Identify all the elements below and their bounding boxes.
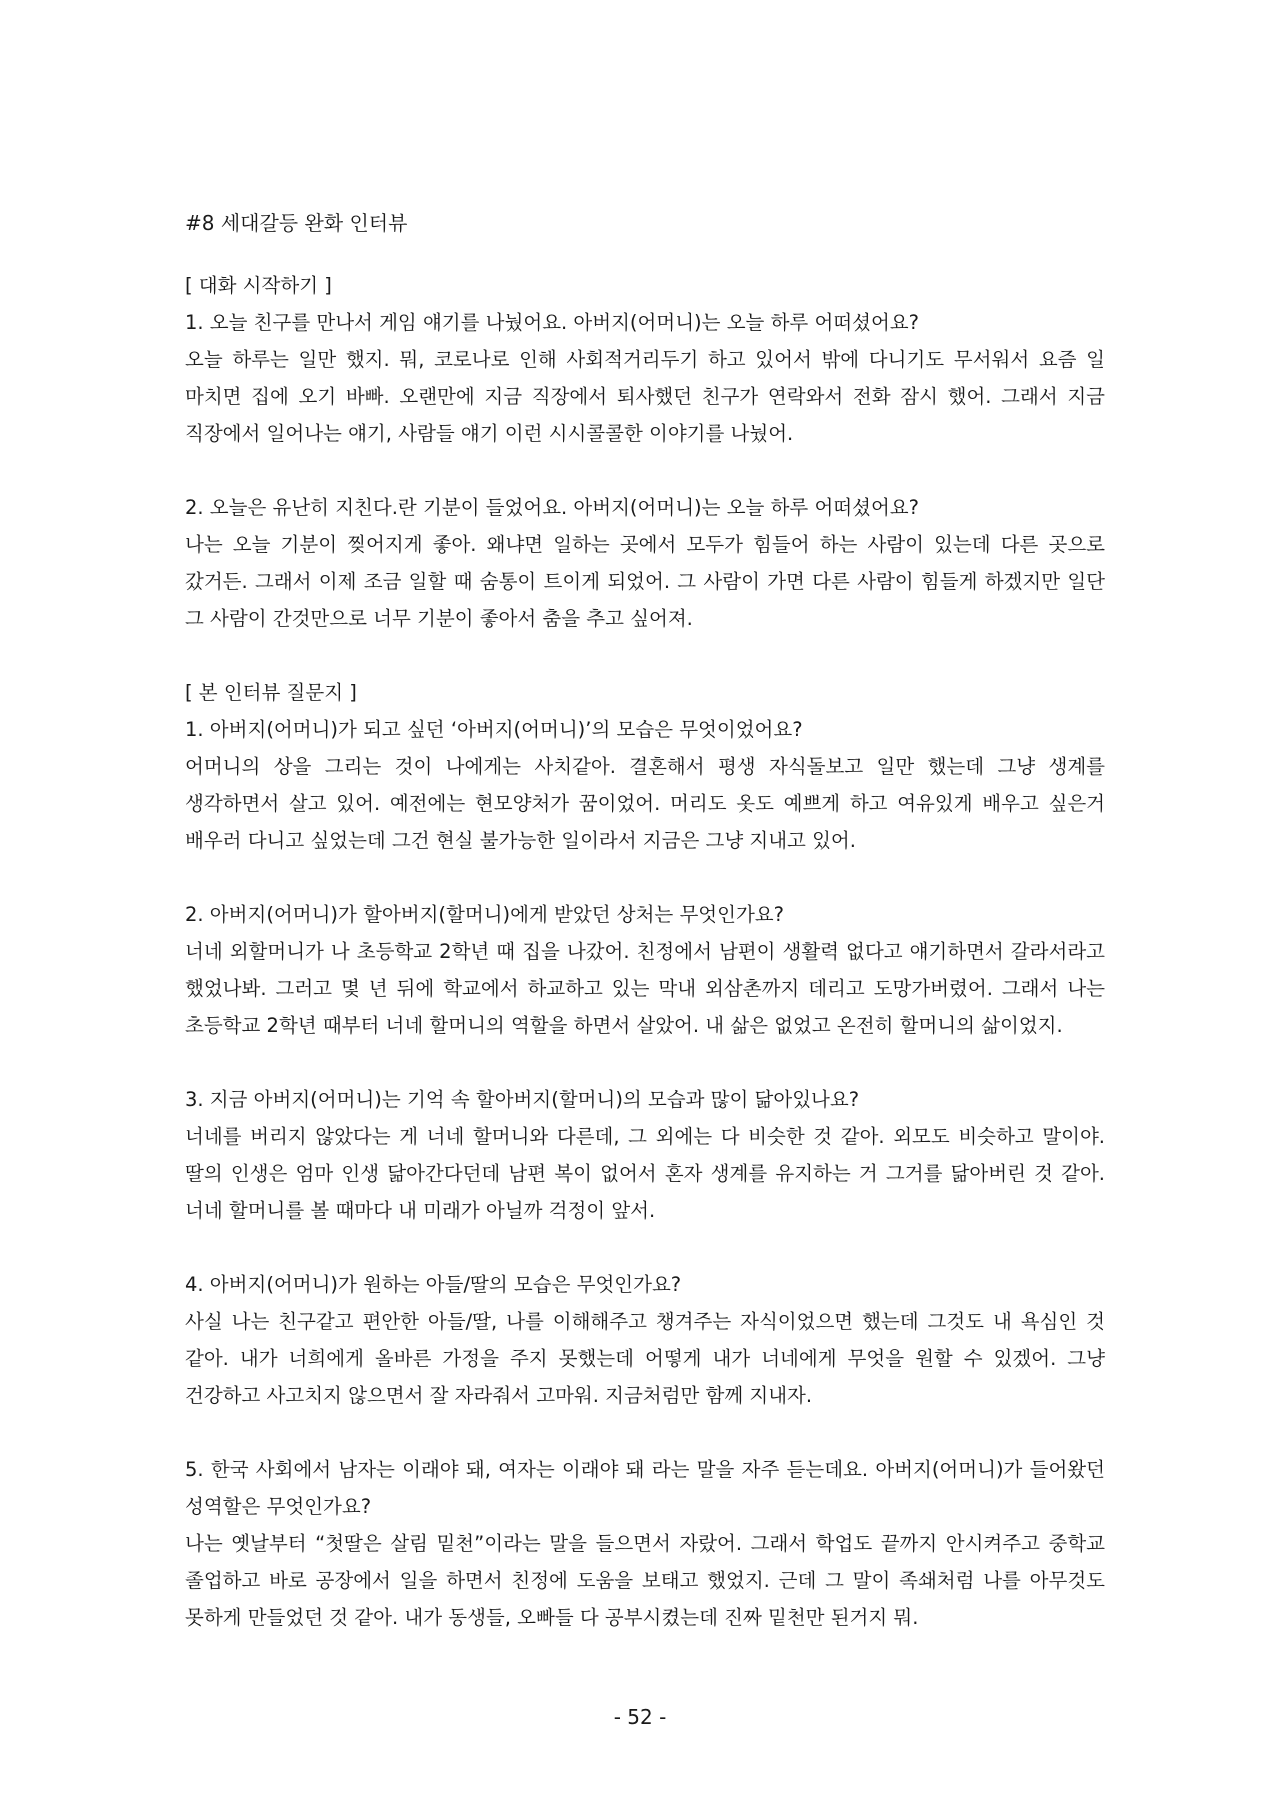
answer-text: 나는 오늘 기분이 찢어지게 좋아. 왜냐면 일하는 곳에서 모두가 힘들어 하는 사람이 있는데 다른 곳으로 갔거든. 그래서 이제 조금 일할 때 숨통이 트이게 되었어. 그 사람이 가면 다른 사람이 힘들게 하겠지만 일단 그 사람이 간것만으로 너무 기분이 좋아서 춤을 추고 싶어져. [185, 533, 1105, 630]
answer-text: 어머니의 상을 그리는 것이 나에게는 사치같아. 결혼해서 평생 자식돌보고 일만 했는데 그냥 생계를 생각하면서 살고 있어. 예전에는 현모양처가 꿈이었어. 머리도 옷도 예쁘게 하고 여유있게 배우고 싶은거 배우러 다니고 싶었는데 그건 현실 불가능한 일이라서 지금은 그냥 지내고 있어. [185, 755, 1105, 852]
question-text: 1. 오늘 친구를 만나서 게임 얘기를 나눴어요. 아버지(어머니)는 오늘 하루 어떠셨어요? [185, 311, 919, 334]
answer-text: 오늘 하루는 일만 했지. 뭐, 코로나로 인해 사회적거리두기 하고 있어서 밖에 다니기도 무서워서 요즘 일 마치면 집에 오기 바빠. 오랜만에 지금 직장에서 퇴사했던 친구가 연락와서 전화 잠시 했어. 그래서 지금 직장에서 일어나는 얘기, 사람들 얘기 이런 시시콜콜한 이야기를 나눴어. [185, 348, 1105, 445]
question-text: 3. 지금 아버지(어머니)는 기억 속 할아버지(할머니)의 모습과 많이 닮아있나요? [185, 1088, 860, 1111]
qa-item [185, 489, 1105, 637]
section-main-interview [185, 674, 1105, 1636]
answer-text: 나는 옛날부터 “첫딸은 살림 밑천”이라는 말을 들으면서 자랐어. 그래서 학업도 끝까지 안시켜주고 중학교 졸업하고 바로 공장에서 일을 하면서 친정에 도움을 보태고 했었지. 근데 그 말이 족쇄처럼 나를 아무것도 못하게 만들었던 것 같아. 내가 동생들, 오빠들 다 공부시켰는데 진짜 밑천만 된거지 뭐. [185, 1532, 1105, 1629]
page-title: #8 세대갈등 완화 인터뷰 [185, 211, 408, 235]
document-body [185, 205, 1105, 1636]
qa-item [185, 1081, 1105, 1229]
qa-item [185, 711, 1105, 859]
question-text: 2. 오늘은 유난히 지친다.란 기분이 들었어요. 아버지(어머니)는 오늘 하루 어떠셨어요? [185, 496, 919, 519]
section-heading: [ 본 인터뷰 질문지 ] [185, 681, 357, 704]
section-intro [185, 267, 1105, 637]
qa-item [185, 896, 1105, 1044]
answer-text: 사실 나는 친구같고 편안한 아들/딸, 나를 이해해주고 챙겨주는 자식이었으면 했는데 그것도 내 욕심인 것 같아. 내가 너희에게 올바른 가정을 주지 못했는데 어떻게 내가 너네에게 무엇을 원할 수 있겠어. 그냥 건강하고 사고치지 않으면서 잘 자라줘서 고마워. 지금처럼만 함께 지내자. [185, 1310, 1105, 1407]
answer-text: 너네 외할머니가 나 초등학교 2학년 때 집을 나갔어. 친정에서 남편이 생활력 없다고 얘기하면서 갈라서라고 했었나봐. 그러고 몇 년 뒤에 학교에서 하교하고 있는 막내 외삼촌까지 데리고 도망가버렸어. 그래서 나는 초등학교 2학년 때부터 너네 할머니의 역할을 하면서 살았어. 내 삶은 없었고 온전히 할머니의 삶이었지. [185, 940, 1105, 1037]
answer-text: 너네를 버리지 않았다는 게 너네 할머니와 다른데, 그 외에는 다 비슷한 것 같아. 외모도 비슷하고 말이야. 딸의 인생은 엄마 인생 닮아간다던데 남편 복이 없어서 혼자 생계를 유지하는 거 그거를 닮아버린 것 같아. 너네 할머니를 볼 때마다 내 미래가 아닐까 걱정이 앞서. [185, 1125, 1105, 1222]
qa-item [185, 1266, 1105, 1414]
page-number: - 52 - [613, 1705, 667, 1729]
question-text: 4. 아버지(어머니)가 원하는 아들/딸의 모습은 무엇인가요? [185, 1273, 682, 1296]
question-text: 2. 아버지(어머니)가 할아버지(할머니)에게 받았던 상처는 무엇인가요? [185, 903, 784, 926]
qa-item [185, 304, 1105, 452]
qa-item [185, 1451, 1105, 1636]
question-text: 5. 한국 사회에서 남자는 이래야 돼, 여자는 이래야 돼 라는 말을 자주 듣는데요. 아버지(어머니)가 들어왔던 성역할은 무엇인가요? [185, 1458, 1105, 1518]
section-heading: [ 대화 시작하기 ] [185, 274, 332, 297]
question-text: 1. 아버지(어머니)가 되고 싶던 ‘아버지(어머니)’의 모습은 무엇이었어요? [185, 718, 803, 741]
